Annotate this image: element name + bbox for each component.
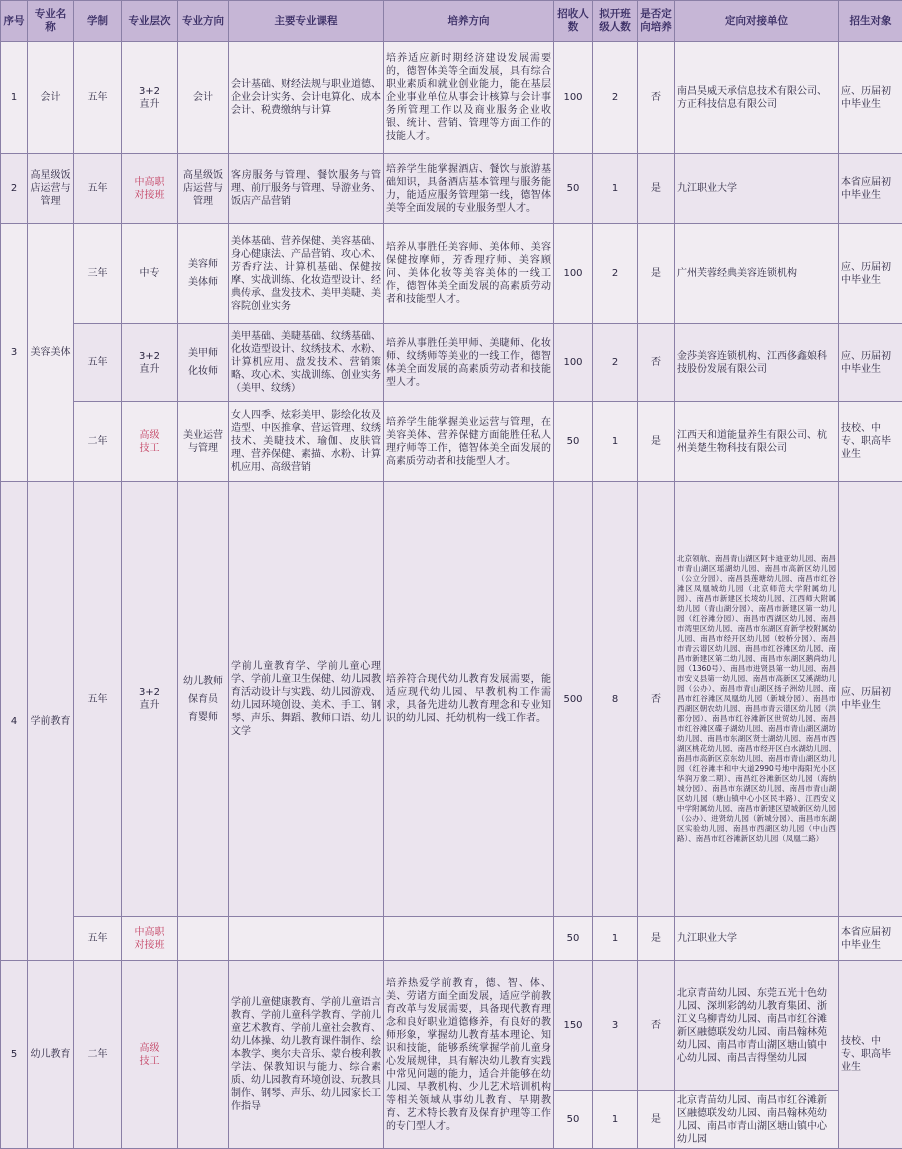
header-major: 专业名称 (28, 1, 74, 42)
header-no: 序号 (1, 1, 28, 42)
row-duration: 五年 (74, 917, 122, 961)
row-goal (384, 917, 554, 961)
row-classes: 1 (593, 154, 638, 224)
row-major: 会计 (28, 42, 74, 154)
row-courses: 美体基础、营养保健、美容基础、身心健康法、产品营销、攻心术、芳香疗法、计算机基础、保健按摩、实战训练、化妆造型设计、经典传承、盘发技术、美甲美睫、美容院创业实务 (229, 224, 384, 324)
row-courses (229, 917, 384, 961)
row-direction: 会计 (178, 42, 229, 154)
level-line: 对接班 (122, 189, 177, 202)
row-enroll: 100 (554, 324, 593, 402)
table-row (1, 324, 902, 402)
table-row (1, 917, 902, 961)
level-line: 3+2 (122, 350, 177, 363)
row-duration: 三年 (74, 224, 122, 324)
row-direction (178, 917, 229, 961)
level-line: 直升 (122, 699, 177, 712)
row-enroll: 100 (554, 224, 593, 324)
table-row (1, 482, 902, 917)
header-target: 招生对象 (839, 1, 902, 42)
direction-line: 美体师 (180, 276, 226, 289)
header-classes: 拟开班级人数 (593, 1, 638, 42)
row-partner: 北京青苗幼儿园、东莞五光十色幼儿园、深圳彩鸽幼儿教育集团、浙江义乌柳青幼儿园、南昌市红谷滩新区融德联发幼儿园、南昌翰林苑幼儿园、南昌市青山湖区塘山镇中心幼儿园、南昌吉得堡幼儿园 (675, 961, 839, 1091)
direction-line: 化妆师 (180, 365, 226, 378)
row-courses: 会计基础、财经法规与职业道德、企业会计实务、会计电算化、成本会计、税费缴纳与计算 (229, 42, 384, 154)
row-courses: 美甲基础、美睫基础、纹绣基础、化妆造型设计、纹绣技术、水粉、计算机应用、盘发技术、营销策略、攻心术、实战训练、创业实务（美甲、纹绣） (229, 324, 384, 402)
row-classes: 1 (593, 1091, 638, 1149)
header-direction: 专业方向 (178, 1, 229, 42)
row-classes: 2 (593, 324, 638, 402)
row-duration: 五年 (74, 324, 122, 402)
direction-line: 美甲师 (180, 347, 226, 360)
row-direction (178, 224, 229, 324)
header-level: 专业层次 (122, 1, 178, 42)
direction-line: 育婴师 (180, 711, 226, 724)
table-row (1, 402, 902, 482)
row-level (122, 482, 178, 917)
row-classes: 3 (593, 961, 638, 1091)
row-enroll: 50 (554, 1091, 593, 1149)
row-partner: 九江职业大学 (675, 917, 839, 961)
row-enroll: 50 (554, 154, 593, 224)
level-line: 技工 (122, 1055, 177, 1068)
header-oriented: 是否定向培养 (638, 1, 675, 42)
row-target: 应、历届初中毕业生 (839, 324, 902, 402)
row-major: 美容美体 (28, 224, 74, 482)
row-major: 高星级饭店运营与管理 (28, 154, 74, 224)
row-level: 中专 (122, 224, 178, 324)
row-enroll: 150 (554, 961, 593, 1091)
row-oriented: 是 (638, 1091, 675, 1149)
row-target: 技校、中专、职高毕业生 (839, 402, 902, 482)
row-oriented: 是 (638, 154, 675, 224)
row-target: 本省应届初中毕业生 (839, 917, 902, 961)
row-direction (178, 482, 229, 917)
level-line: 技工 (122, 442, 177, 455)
row-enroll: 100 (554, 42, 593, 154)
row-major: 幼儿教育 (28, 961, 74, 1149)
row-level (122, 961, 178, 1149)
row-duration: 五年 (74, 42, 122, 154)
row-oriented: 否 (638, 961, 675, 1091)
table-row (1, 42, 902, 154)
table-row (1, 961, 902, 1091)
row-classes: 2 (593, 224, 638, 324)
level-line: 直升 (122, 98, 177, 111)
row-level (122, 324, 178, 402)
header-courses: 主要专业课程 (229, 1, 384, 42)
level-line: 直升 (122, 363, 177, 376)
row-target: 本省应届初中毕业生 (839, 154, 902, 224)
row-classes: 8 (593, 482, 638, 917)
row-target: 技校、中专、职高毕业生 (839, 961, 902, 1149)
table-row (1, 224, 902, 324)
row-direction (178, 324, 229, 402)
row-major: 学前教育 (28, 482, 74, 961)
row-no: 4 (1, 482, 28, 961)
row-courses: 女人四季、炫彩美甲、影绘化妆及造型、中医推拿、营运管理、纹绣技术、美睫技术、瑜伽、皮肤管理、营养保健、素描、水粉、计算机应用、高级营销 (229, 402, 384, 482)
row-direction (178, 961, 229, 1149)
row-level (122, 917, 178, 961)
row-classes: 1 (593, 402, 638, 482)
row-goal: 培养从事胜任美容师、美体师、美容保健按摩师，芳香理疗师、美容顾问、美体化妆等美容美体的一线工作，德智体美全面发展的高素质劳动者和技能型人才。 (384, 224, 554, 324)
row-partner: 金莎美容连锁机构、江西侈鑫娘科技股份发展有限公司 (675, 324, 839, 402)
row-classes: 1 (593, 917, 638, 961)
row-goal: 培养适应新时期经济建设发展需要的，德智体美等全面发展，具有综合职业素质和就业创业能力，能在基层企业事业单位从事会计核算与会计事务所管理工作以及商业服务企业收银、统计、营销、管理等方面工作的技能人才。 (384, 42, 554, 154)
direction-line: 保育员 (180, 693, 226, 706)
row-enroll: 50 (554, 917, 593, 961)
row-partner: 北京领航、南昌青山湖区阿卡迪亚幼儿园、南昌市青山湖区瑶湖幼儿园、南昌市高新区幼儿园（公立分园）、南昌县莲塘幼儿园、南昌市红谷滩区凤凰城幼儿园（北京师范大学附属幼儿园）、南昌市新建区长堎幼儿园、江西师大附属幼儿园（青山湖分园）、南昌市新建区第一幼儿园（红谷滩分园）、南昌市西湖区幼儿园、南昌市湾里区幼儿园、南昌市东湖区育新学校附属幼儿园、南昌市经开区幼儿园（蛟桥分园）、南昌市青云谱区幼儿园、南昌市红谷滩区幼儿园、南昌市新建区第二幼儿园、南昌市东湖区鹅尚幼儿园（1360号）、南昌市进贤县第一幼儿园、南昌市安义县第一幼儿园、南昌市高新区艾溪湖幼儿园（公办）、南昌市青山湖区扬子洲幼儿园、南昌市红谷滩区凤凰幼儿园（新城分园）、南昌市西湖区朝农幼儿园、南昌市青云谱区幼儿园（洪都分园）、南昌市红谷滩新区世贸幼儿园、南昌市红谷滩区碟子湖幼儿园、南昌市青山湖区湖坊幼儿园、南昌市东湖区贤士湖幼儿园、南昌市西湖区桃花幼儿园、南昌市经开区白水湖幼儿园、南昌市高新区京东幼儿园、南昌市青山湖区幼儿园（红谷滩丰和中大道2990号地中海阳光小区华润万象二期）、南昌红谷滩新区幼儿园（海纳城分园）、南昌市东湖区幼儿园、南昌市青山湖区幼儿园（塘山镇中心小区民丰路）、江西安义中学附属幼儿园、南昌市新建区望城新区幼儿园（公办）、进贤幼儿园（新城分园）、南昌市东湖区实验幼儿园、南昌市西湖区幼儿园（中山西路）、南昌市红谷滩新区幼儿园（凤凰二路） (675, 482, 839, 917)
row-direction: 高星级饭店运营与管理 (178, 154, 229, 224)
header-enroll: 招收人数 (554, 1, 593, 42)
row-oriented: 否 (638, 42, 675, 154)
level-line: 中高职 (122, 926, 177, 939)
row-enroll: 500 (554, 482, 593, 917)
row-oriented: 否 (638, 482, 675, 917)
row-duration: 二年 (74, 402, 122, 482)
row-direction: 美业运营与管理 (178, 402, 229, 482)
row-target: 应、历届初中毕业生 (839, 224, 902, 324)
row-goal: 培养学生能掌握酒店、餐饮与旅游基础知识，具备酒店基本管理与服务能力，能适应服务管理第一线，德智体美等全面发展的专业服务型人才。 (384, 154, 554, 224)
level-line: 中高职 (122, 176, 177, 189)
level-line: 3+2 (122, 85, 177, 98)
row-no: 5 (1, 961, 28, 1149)
row-courses: 学前儿童健康教育、学前儿童语言教育、学前儿童科学教育、学前儿童艺术教育、学前儿童社会教育、幼儿体操、幼儿教育课件制作、绘本教学、奥尔夫音乐、蒙台梭利教学法、保教知识与能力、综合素质、幼儿园教育环境创设、玩教具制作、钢琴、声乐、幼儿园家长工作指导 (229, 961, 384, 1149)
header-row (1, 1, 902, 42)
header-duration: 学制 (74, 1, 122, 42)
row-goal: 培养学生能掌握美业运营与管理，在美容美体、营养保健方面能胜任私人理疗师等工作，德智体美全面发展的高素质劳动者和技能型人才。 (384, 402, 554, 482)
row-goal: 培养符合现代幼儿教育发展需要，能适应现代幼儿园、早教机构工作需求，具备先进幼儿教育理念和专业知识的幼儿园、托幼机构一线工作者。 (384, 482, 554, 917)
row-goal: 培养从事胜任美甲师、美睫师、化妆师、纹绣师等美业的一线工作，德智体美全面发展的高素质劳动者和技能型人才。 (384, 324, 554, 402)
row-partner: 北京青苗幼儿园、南昌市红谷滩新区融德联发幼儿园、南昌翰林苑幼儿园、南昌市青山湖区塘山镇中心幼儿园 (675, 1091, 839, 1149)
row-partner: 广州芙蓉经典美容连锁机构 (675, 224, 839, 324)
row-classes: 2 (593, 42, 638, 154)
row-enroll: 50 (554, 402, 593, 482)
table-row (1, 154, 902, 224)
row-partner: 江西天和道能量养生有限公司、杭州美楚生物科技有限公司 (675, 402, 839, 482)
row-goal: 培养热爱学前教育，德、智、体、美、劳诸方面全面发展，适应学前教育改革与发展需要，具备现代教育理念和良好职业道德修养，有良好的教师形象，掌握幼儿教育基本理论、知识和技能，能够系统掌握学前儿童身心发展规律，具有解决幼儿教育实践中常见问题的能力，适合并能够在幼儿园、早教机构、少儿艺术培训机构等相关领域从事幼儿教育、早期教育、艺术特长教育及保育护理等工作的专门型人才。 (384, 961, 554, 1149)
row-duration: 五年 (74, 154, 122, 224)
direction-line: 美容师 (180, 258, 226, 271)
level-line: 高级 (122, 1042, 177, 1055)
row-no: 2 (1, 154, 28, 224)
level-line: 对接班 (122, 939, 177, 952)
row-level (122, 402, 178, 482)
row-oriented: 是 (638, 224, 675, 324)
row-duration: 二年 (74, 961, 122, 1149)
level-line: 高级 (122, 429, 177, 442)
row-partner: 九江职业大学 (675, 154, 839, 224)
row-oriented: 是 (638, 402, 675, 482)
row-target: 应、历届初中毕业生 (839, 42, 902, 154)
row-duration: 五年 (74, 482, 122, 917)
header-partner: 定向对接单位 (675, 1, 839, 42)
row-level (122, 42, 178, 154)
direction-line: 幼儿教师 (180, 675, 226, 688)
row-courses: 客房服务与管理、餐饮服务与管理、前厅服务与管理、导游业务、饭店产品营销 (229, 154, 384, 224)
row-target: 应、历届初中毕业生 (839, 482, 902, 917)
row-partner: 南昌昊威天承信息技术有限公司、方正科技信息有限公司 (675, 42, 839, 154)
row-courses: 学前儿童教育学、学前儿童心理学、学前儿童卫生保健、幼儿园教育活动设计与实践、幼儿园游戏、幼儿园环境创设、美术、手工、钢琴、声乐、舞蹈、教师口语、幼儿文学 (229, 482, 384, 917)
row-oriented: 否 (638, 324, 675, 402)
row-level (122, 154, 178, 224)
row-oriented: 是 (638, 917, 675, 961)
header-goal: 培养方向 (384, 1, 554, 42)
level-line: 3+2 (122, 686, 177, 699)
row-no: 1 (1, 42, 28, 154)
row-no: 3 (1, 224, 28, 482)
